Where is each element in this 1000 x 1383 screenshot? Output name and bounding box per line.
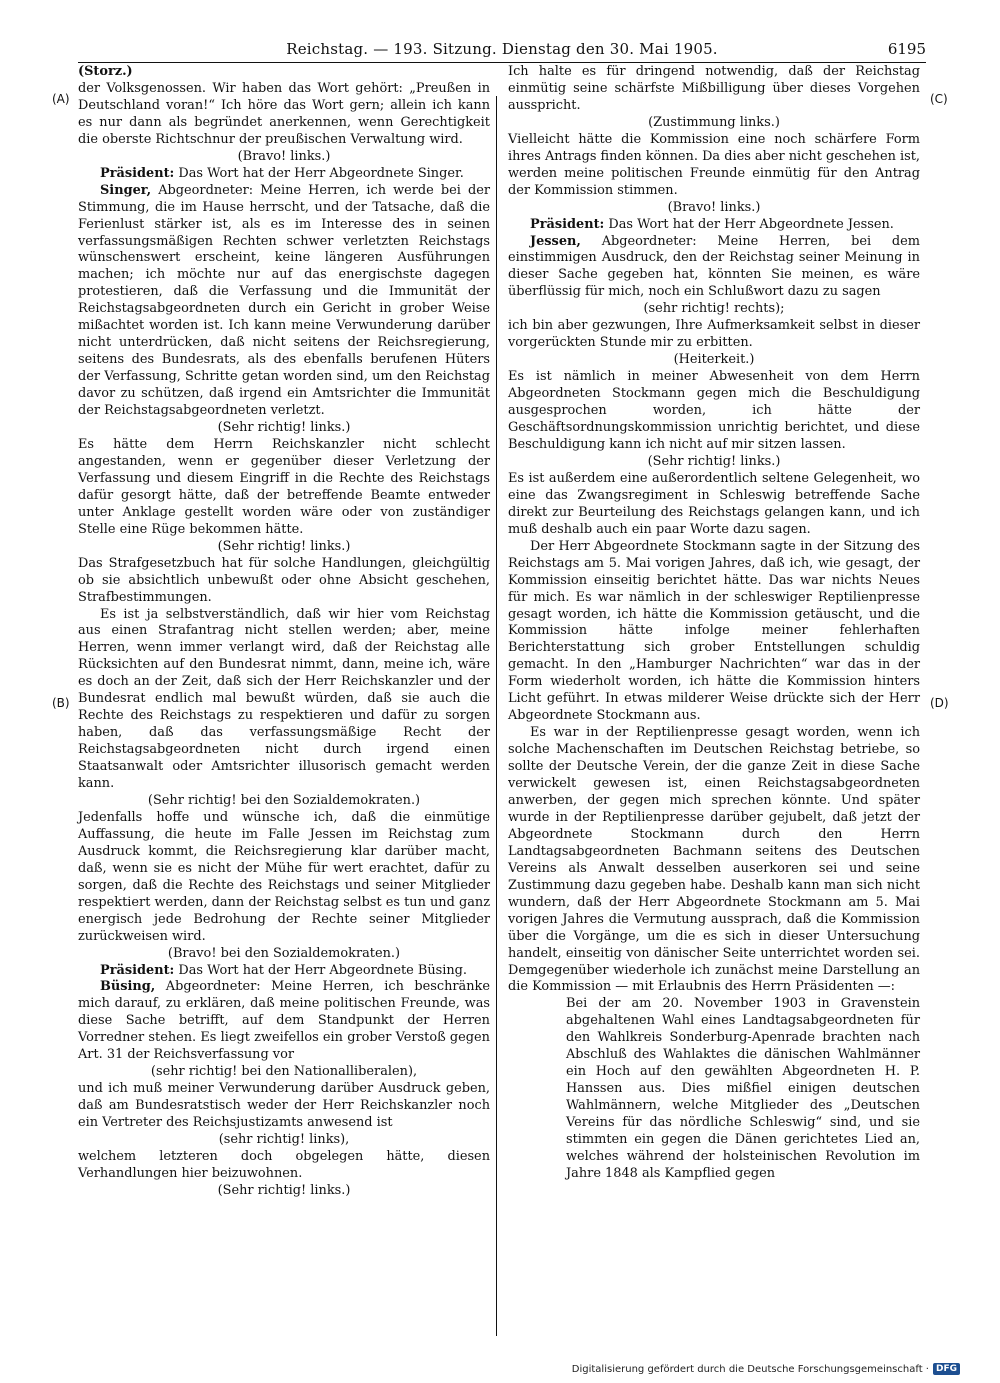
speaker-label: Büsing,: [100, 979, 156, 995]
margin-marker-d: (D): [930, 696, 949, 710]
interjection: (Sehr richtig! links.): [217, 1182, 351, 1198]
speaker-label: Jessen,: [530, 233, 581, 249]
interjection: (sehr richtig! bei den Nationalliberalen),: [150, 1064, 418, 1080]
dfg-logo: DFG: [933, 1363, 960, 1375]
paragraph: Der Herr Abgeordnete Stockmann sagte in der Sitzung des Reichstags am 5. Mai vorigen Jahres, daß ich, wie gesagt, der Kommission einseitig berichtet hätte. Das war nichts Neues für mich. Es war nämlich in der schleswiger Reptilienpresse gesagt worden, ich hätte die Kommission getäuscht, und die Kommission hätte infolge meiner fehlerhaften Berichterstattung sich grober Entstellungen schuldig gemacht. In den „Hamburger Nachrichten“ war das in der Form wiederholt worden, ich hätte die Kommission hinters Licht geführt. In etwas milderer Weise drückte sich der Herr Abgeordnete Stockmann aus.: [508, 538, 920, 724]
interjection: (Bravo! bei den Sozialdemokraten.): [167, 945, 401, 961]
speech-busing: [78, 979, 490, 1064]
paragraph: Es ist nämlich in meiner Abwesenheit von dem Herrn Abgeordneten Stockmann gegen mich die Beschuldigung ausgesprochen worden, ich hätte der Geschäftsordnungskommission unrichtig berichtet, und diese Beschuldigung kann ich nicht auf mir sitzen lassen.: [508, 369, 920, 452]
margin-marker-b: (B): [52, 696, 70, 710]
interjection: (Zustimmung links.): [648, 114, 780, 130]
paragraph: ich bin aber gezwungen, Ihre Aufmerksamkeit selbst in dieser vorgerückten Stunde mir zu erbitten.: [508, 318, 920, 351]
statement-text: Das Wort hat der Herr Abgeordnete Büsing.: [174, 962, 468, 978]
paragraph: Es ist außerdem eine außerordentlich seltene Gelegenheit, wo eine das Zwangsregiment in Schleswig betreffende Sache direkt zur Beurteilung des Reichstags gelangen kann, und ich muß deshalb auch ein paar Worte dazu sagen.: [508, 470, 920, 537]
paragraph: Jedenfalls hoffe und wünsche ich, daß die einmütige Auffassung, die heute im Falle Jessen im Reichstag zum Ausdruck kommt, die Reichsregierung klar darüber macht, daß, wenn sie es nicht der Mühe für wert erachtet, dafür zu sorgen, daß die Rechte des Reichstags und seiner Mitglieder respektiert werden, dann der Reichstag selbst es tun und ganz energisch jede Bedrohung der Rechte seiner Mitglieder zurückweisen wird.: [78, 809, 490, 944]
interjection: (sehr richtig! rechts);: [643, 301, 785, 317]
paragraph: der Volksgenossen. Wir haben das Wort gehört: „Preußen in Deutschland voran!“ Ich höre das Wort gern; allein ich kann es nur dann als begründet anerkennen, wenn Gerechtigkeit die oberste Richtschnur der preußischen Verwaltung wird.: [78, 80, 490, 147]
speech-text: Abgeordneter: Meine Herren, ich werde bei der Stimmung, die im Hause herrscht, und der Tatsache, daß die Ferienlust stärker ist, als es im Interesse des in seinen verfassungsmäßigen Rechten schwer verletzten Reichstags wünschenswert erscheint, keine längeren Ausführungen machen; ich möchte nur auf das energischste dagegen protestieren, daß die Verfassung und die Immunität der Reichstagsabgeordneten durch ein Gericht in grober Weise mißachtet worden ist. Ich kann meine Verwunderung darüber nicht unterdrücken, daß nicht seitens der Reichsregierung, seitens des Bundesrats, als des ebenfalls berufenen Hüters der Verfassung, Schritte getan worden sind, um den Reichstag davor zu schützen, daß irgend ein Amtsrichter die Immunität der Reichstagsabgeordneten verletzt.: [78, 182, 490, 419]
paragraph: Es war in der Reptilienpresse gesagt worden, wenn ich solche Machenschaften im Deutschen Reichstag betriebe, so sollte der Deutsche Verein, der die ganze Zeit in diese Sache verwickelt gewesen ist, einen Reichstagsabgeordneten anwerben, der gegen mich sprechen könnte. Und später wurde in der Reptilienpresse darüber gejubelt, daß jetzt der Abgeordnete Stockmann durch den Herrn Landtagsabgeordneten Bachmann seitens des Deutschen Vereins als Anwalt desselben auserkoren sei und seine Zustimmung dazu gegeben habe. Deshalb kann man sich nicht wundern, daß der Herr Abgeordnete Stockmann am 5. Mai vorigen Jahres die Vermutung aussprach, daß die Kommission über die Vorgänge, um die es sich in dieser Untersuchung handelt, einseitig von dänischer Seite unterrichtet worden sei. Demgegenüber wiederhole ich zunächst meine Darstellung an die Kommission — mit Erlaubnis des Herrn Präsidenten —:: [508, 725, 920, 995]
footer-credit: [572, 1363, 960, 1375]
block-quote: Bei der am 20. November 1903 in Gravenstein abgehaltenen Wahl eines Landtagsabgeordneten für den Wahlkreis Sonderburg-Apenrade brachten nach Abschluß des Wahlaktes die dänischen Wahlmänner ein Hoch auf den gewählten Abgeordneten H. P. Hanssen aus. Dies mißfiel einigen deutschen Wahlmännern, welche Mitglieder des „Deutschen Vereins für das nördliche Schleswig“ sind, und sie stimmten ein gegen die Dänen gerichtetes Lied an, welches während der holsteinischen Revolution im Jahre 1848 als Kampflied gegen: [566, 996, 920, 1181]
footer-text: Digitalisierung gefördert durch die Deutsche Forschungsgemeinschaft ·: [571, 1363, 929, 1375]
paragraph: Es ist ja selbstverständlich, daß wir hier vom Reichstag aus einen Strafantrag nicht stellen werden; aber, meine Herren, wenn immer verlangt wird, daß der Reichstag alle Rücksichten auf den Bundesrat nimmt, dann, meine ich, wäre es doch an der Zeit, daß sich der Herr Reichskanzler und der Bundesrat endlich mal bewußt würden, daß sie auch die Rechte des Reichstags zu respektieren und dafür zu sorgen haben, daß das verfassungsmäßige Recht der Reichstagsabgeordneten nicht durch irgend einen Staatsanwalt oder Amtsrichter illusorisch gemacht werden kann.: [78, 606, 490, 792]
interjection: (Heiterkeit.): [673, 352, 755, 368]
speech-text: Abgeordneter: Meine Herren, ich beschränke mich darauf, zu erklären, daß meine politischen Freunde, was diese Sache betrifft, auf dem Standpunkt der Herren Vorredner stehen. Es liegt zweifellos ein grober Verstoß gegen Art. 31 der Reichsverfassung vor: [78, 979, 490, 1063]
column-divider: [496, 96, 497, 1336]
interjection: (Sehr richtig! links.): [217, 538, 351, 554]
interjection: (Bravo! links.): [237, 148, 331, 164]
paragraph: und ich muß meiner Verwunderung darüber Ausdruck geben, daß am Bundesratstisch weder der Herr Reichskanzler noch ein Vertreter des Reichsjustizamts anwesend ist: [78, 1081, 490, 1131]
interjection: (sehr richtig! links),: [218, 1132, 350, 1148]
paragraph: Vielleicht hätte die Kommission eine noch schärfere Form ihres Antrags finden können. Da dies aber nicht geschehen ist, werden meine politischen Freunde einmütig für den Antrag der Kommission stimmen.: [508, 131, 920, 198]
president-statement: [78, 166, 490, 183]
paragraph: Ich halte es für dringend notwendig, daß der Reichstag einmütig seine schärfste Mißbilligung über dieses Vorgehen ausspricht.: [508, 64, 920, 113]
running-title: Reichstag. — 193. Sitzung. Dienstag den 30. Mai 1905.: [286, 40, 718, 58]
speaker-label: Präsident:: [530, 216, 605, 232]
page-header: [78, 36, 926, 63]
speech-singer: [78, 183, 490, 420]
interjection: (Sehr richtig! links.): [217, 420, 351, 436]
speech-text: Abgeordneter: Meine Herren, bei dem einstimmigen Ausdruck, den der Reichstag seiner Meinung in dieser Sache gegeben hat, könnten Sie meinen, es wäre überflüssig für mich, noch ein Schlußwort dazu zu sagen: [508, 233, 920, 300]
president-statement: [508, 217, 920, 234]
interjection: (Bravo! links.): [667, 199, 761, 215]
statement-text: Das Wort hat der Herr Abgeordnete Jessen.: [604, 216, 894, 232]
interjection: (Sehr richtig! links.): [647, 453, 781, 469]
speaker-tag: (Storz.): [78, 64, 133, 79]
margin-marker-a: (A): [52, 92, 70, 106]
statement-text: Das Wort hat der Herr Abgeordnete Singer.: [174, 165, 464, 181]
interjection: (Sehr richtig! bei den Sozialdemokraten.): [147, 792, 421, 808]
speaker-label: Präsident:: [100, 962, 175, 978]
speech-jessen: [508, 234, 920, 302]
page-number: 6195: [887, 40, 926, 58]
paragraph: welchem letzteren doch obgelegen hätte, diesen Verhandlungen hier beizuwohnen.: [78, 1149, 490, 1181]
speaker-label: Präsident:: [100, 165, 175, 181]
president-statement: [78, 963, 490, 980]
paragraph: Das Strafgesetzbuch hat für solche Handlungen, gleichgültig ob sie absichtlich unbewußt oder ohne Absicht geschehen, Strafbestimmungen.: [78, 555, 490, 605]
paragraph: Es hätte dem Herrn Reichskanzler nicht schlecht angestanden, wenn er gegenüber dieser Verletzung der Verfassung und diesem Eingriff in die Rechte des Reichstags dafür gesorgt hätte, daß der betreffende Beamte entweder unter Anklage gestellt worden wäre oder von zuständiger Stelle eine Rüge bekommen hätte.: [78, 436, 490, 537]
right-column: [508, 64, 920, 1183]
left-column: [78, 64, 490, 1200]
speaker-label: Singer,: [100, 182, 152, 198]
margin-marker-c: (C): [930, 92, 948, 106]
